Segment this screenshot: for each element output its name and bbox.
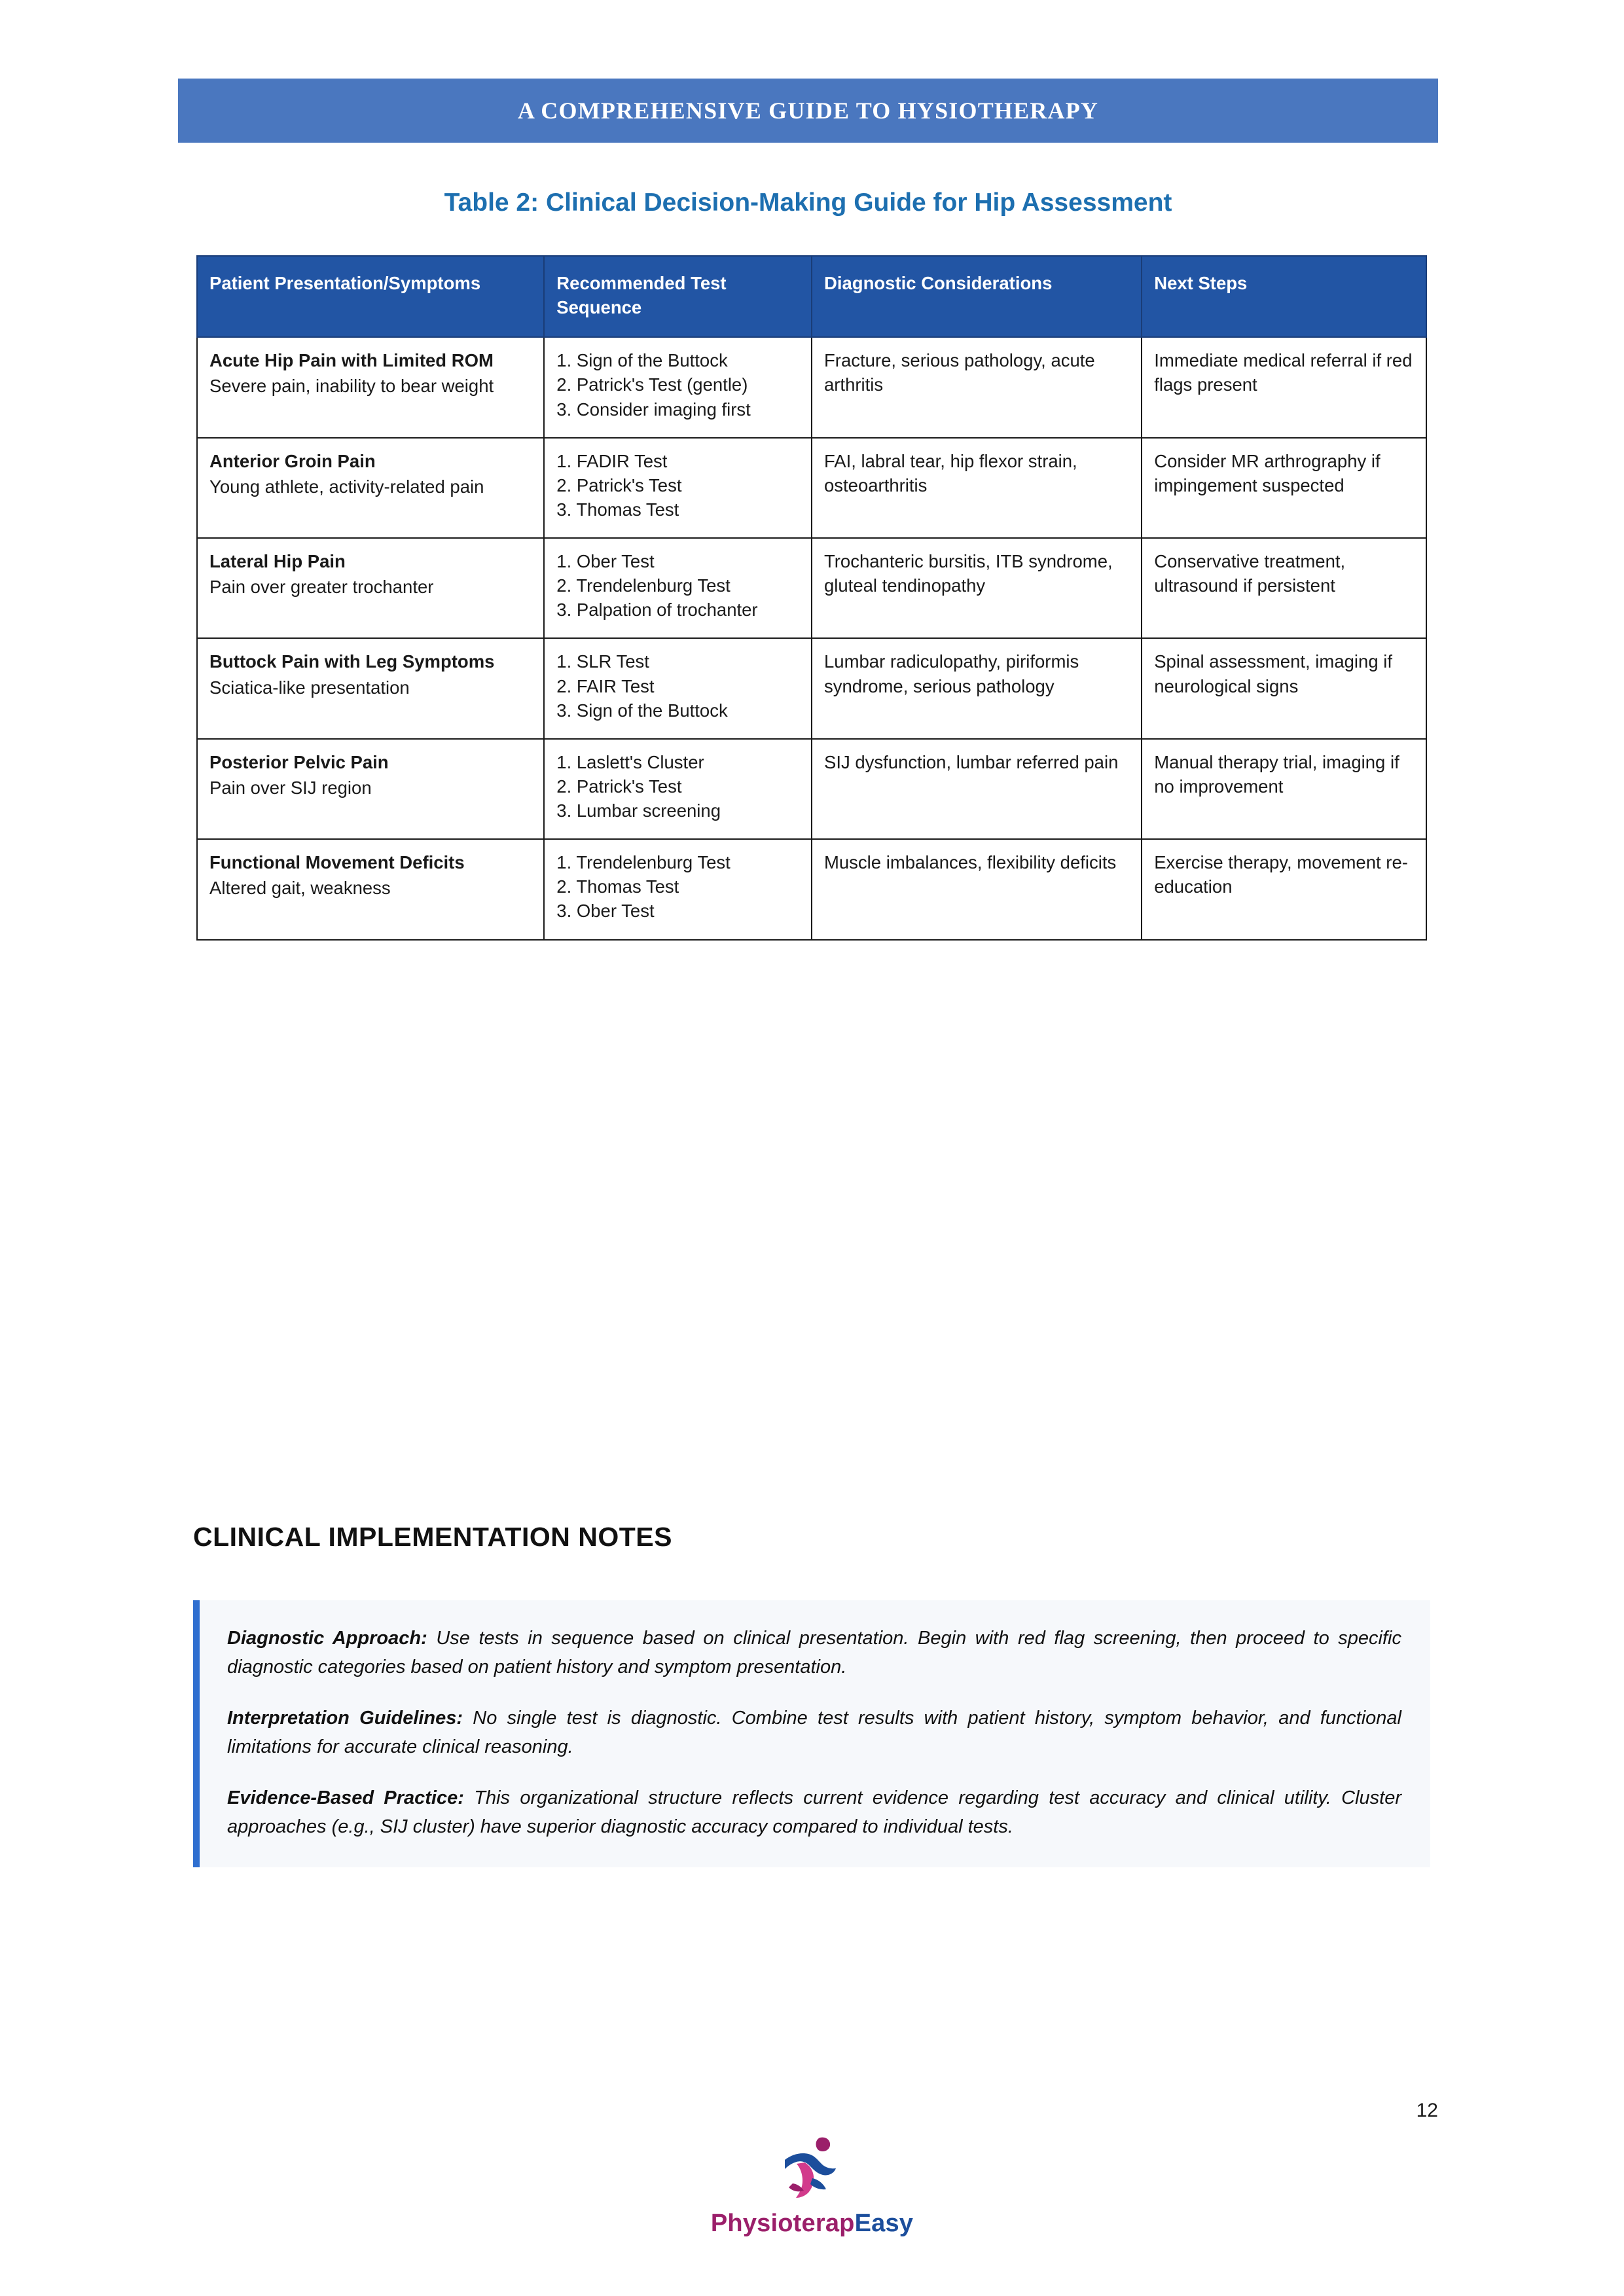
presentation-subtitle: Pain over SIJ region [209, 777, 372, 798]
sequence-step: 3. Thomas Test [556, 499, 679, 520]
sequence-step: 3. Ober Test [556, 901, 655, 922]
logo-wordmark [711, 2210, 913, 2238]
table-caption: Table 2: Clinical Decision-Making Guide for Hip Assessment [444, 188, 1172, 217]
presentation-title: Buttock Pain with Leg Symptoms [209, 651, 495, 672]
presentation-subtitle: Pain over greater trochanter [209, 577, 434, 598]
cell-next-steps: Exercise therapy, movement re-education [1142, 839, 1426, 939]
cell-test-sequence [544, 538, 812, 638]
presentation-title: Posterior Pelvic Pain [209, 751, 389, 772]
cell-presentation [197, 839, 544, 939]
table-row [197, 839, 1426, 939]
sequence-step: 2. FAIR Test [556, 675, 655, 696]
cell-diagnostic-considerations: Muscle imbalances, flexibility deficits [812, 839, 1142, 939]
column-header-test-sequence: Recommended Test Sequence [544, 256, 812, 337]
table-header-row [197, 256, 1426, 337]
cell-presentation [197, 538, 544, 638]
sequence-step: 2. Thomas Test [556, 876, 679, 897]
column-header-presentation: Patient Presentation/Symptoms [197, 256, 544, 337]
cell-test-sequence [544, 638, 812, 738]
note-label: Diagnostic Approach: [227, 1628, 427, 1649]
physiotherapy-figure-icon [773, 2127, 852, 2206]
note-label: Interpretation Guidelines: [227, 1708, 463, 1729]
page-number: 12 [1416, 2100, 1438, 2121]
logo-text-primary: Physioterap [710, 2210, 855, 2237]
note-paragraph [227, 1624, 1401, 1681]
note-text: No single test is diagnostic. Combine test results with patient history, symptom behavior, and functional limitations for accurate clinical reasoning. [227, 1708, 1401, 1758]
cell-diagnostic-considerations: Fracture, serious pathology, acute arthritis [812, 337, 1142, 437]
cell-next-steps: Consider MR arthrography if impingement suspected [1142, 438, 1426, 538]
presentation-subtitle: Young athlete, activity-related pain [209, 476, 484, 497]
column-header-next-steps: Next Steps [1142, 256, 1426, 337]
clinical-decision-table [196, 255, 1427, 941]
presentation-title: Lateral Hip Pain [209, 551, 346, 571]
cell-next-steps: Conservative treatment, ultrasound if persistent [1142, 538, 1426, 638]
sequence-step: 3. Consider imaging first [556, 399, 751, 420]
cell-presentation [197, 638, 544, 738]
column-header-diagnostic-considerations: Diagnostic Considerations [812, 256, 1142, 337]
logo-text-secondary: Easy [854, 2210, 914, 2237]
cell-diagnostic-considerations: SIJ dysfunction, lumbar referred pain [812, 739, 1142, 839]
table-row [197, 538, 1426, 638]
note-text: This organizational structure reflects current evidence regarding test accuracy and clinical utility. Cluster approaches (e.g., SIJ cluster) have superior diagnostic accuracy compared to individual tests. [227, 1787, 1401, 1838]
cell-next-steps: Manual therapy trial, imaging if no improvement [1142, 739, 1426, 839]
sequence-step: 2. Patrick's Test [556, 475, 682, 495]
cell-next-steps: Immediate medical referral if red flags present [1142, 337, 1426, 437]
document-title: A COMPREHENSIVE GUIDE TO HYSIOTHERAPY [517, 98, 1099, 124]
table-body [197, 337, 1426, 939]
table-row [197, 638, 1426, 738]
cell-diagnostic-considerations: Lumbar radiculopathy, piriformis syndrome, serious pathology [812, 638, 1142, 738]
cell-next-steps: Spinal assessment, imaging if neurological signs [1142, 638, 1426, 738]
footer-logo [0, 2127, 1624, 2238]
sequence-step: 3. Lumbar screening [556, 800, 721, 821]
cell-test-sequence [544, 739, 812, 839]
table-row [197, 438, 1426, 538]
note-paragraph [227, 1784, 1401, 1841]
cell-test-sequence [544, 839, 812, 939]
sequence-step: 3. Palpation of trochanter [556, 600, 758, 620]
note-text: Use tests in sequence based on clinical presentation. Begin with red flag screening, then proceed to specific diagnostic categories based on patient history and symptom presentation. [227, 1628, 1401, 1678]
sequence-step: 1. SLR Test [556, 651, 649, 672]
presentation-subtitle: Altered gait, weakness [209, 878, 391, 899]
cell-test-sequence [544, 337, 812, 437]
note-paragraph [227, 1704, 1401, 1761]
notes-callout-box [193, 1600, 1430, 1867]
sequence-step: 1. Ober Test [556, 551, 655, 571]
sequence-step: 1. Laslett's Cluster [556, 751, 704, 772]
cell-diagnostic-considerations: Trochanteric bursitis, ITB syndrome, gluteal tendinopathy [812, 538, 1142, 638]
sequence-step: 3. Sign of the Buttock [556, 700, 728, 721]
sequence-step: 2. Patrick's Test (gentle) [556, 374, 748, 395]
cell-presentation [197, 739, 544, 839]
sequence-step: 1. Sign of the Buttock [556, 350, 728, 371]
table-row [197, 337, 1426, 437]
presentation-title: Functional Movement Deficits [209, 852, 465, 873]
presentation-title: Anterior Groin Pain [209, 450, 376, 471]
table-row [197, 739, 1426, 839]
sequence-step: 2. Trendelenburg Test [556, 575, 731, 596]
notes-heading: CLINICAL IMPLEMENTATION NOTES [193, 1522, 672, 1552]
document-header-banner [178, 79, 1438, 143]
presentation-title: Acute Hip Pain with Limited ROM [209, 350, 494, 371]
presentation-subtitle: Severe pain, inability to bear weight [209, 376, 494, 397]
sequence-step: 2. Patrick's Test [556, 776, 682, 797]
cell-diagnostic-considerations: FAI, labral tear, hip flexor strain, osteoarthritis [812, 438, 1142, 538]
cell-presentation [197, 337, 544, 437]
sequence-step: 1. Trendelenburg Test [556, 852, 731, 873]
note-label: Evidence-Based Practice: [227, 1787, 464, 1809]
presentation-subtitle: Sciatica-like presentation [209, 677, 410, 698]
cell-test-sequence [544, 438, 812, 538]
sequence-step: 1. FADIR Test [556, 450, 668, 471]
cell-presentation [197, 438, 544, 538]
